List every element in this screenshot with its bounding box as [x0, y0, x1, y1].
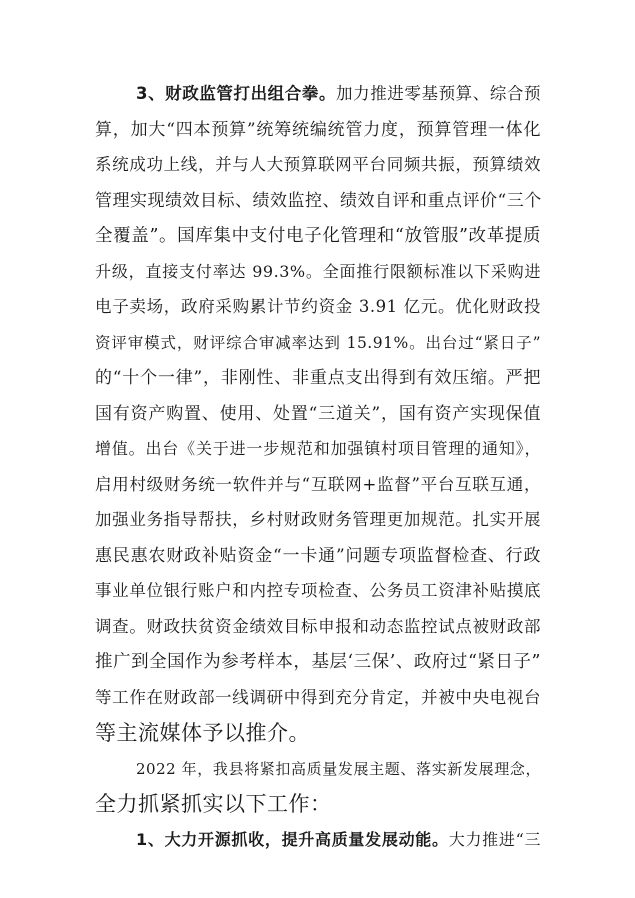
paragraph-1-line-15: 事业单位银行账户和内控专项检查、公务员工资津补贴摸底 — [95, 581, 541, 600]
paragraph-1-line-10: 国有资产购置、使用、处置“三道关”，国有资产实现保值 — [95, 403, 541, 424]
paragraph-1-line-1-text: 加力推进零基预算、综合预 — [336, 84, 542, 103]
section-heading-1: 1、大力开源抓收，提升高质量发展动能。 — [136, 829, 449, 849]
paragraph-1-line-14: 惠民惠农财政补贴资金“一卡通”问题专项监督检查、行政 — [95, 545, 541, 566]
paragraph-1-line-17: 推广到全国作为参考样本，基层‘三保’、政府过“紧日子” — [95, 652, 541, 672]
paragraph-1-line-3: 系统成功上线，并与人大预算联网平台同频共振，预算绩效 — [95, 155, 541, 174]
paragraph-1-line-2: 算，加大“四本预算”统筹统编统管力度，预算管理一体化 — [95, 119, 541, 140]
paragraph-2-line-1: 2022 年，我县将紧扣高质量发展主题、落实新发展理念， — [136, 759, 541, 778]
paragraph-1-line-19: 等主流媒体予以推介。 — [95, 721, 310, 745]
paragraph-1-line-5: 全覆盖”。国库集中支付电子化管理和“放管服”改革提质 — [95, 226, 541, 246]
paragraph-1-line-1 — [136, 77, 541, 111]
paragraph-2-line-2: 全力抓紧抓实以下工作： — [95, 792, 332, 816]
section-heading-3: 3、财政监管打出组合拳。 — [136, 84, 337, 103]
paragraph-1-line-4: 管理实现绩效目标、绩效监控、绩效自评和重点评价“三个 — [95, 190, 542, 211]
paragraph-1-line-11: 增值。出台《关于进一步规范和加强镇村项目管理的通知》， — [95, 439, 541, 458]
paragraph-1-line-13: 加强业务指导帮扶，乡村财政财务管理更加规范。扎实开展 — [95, 510, 541, 529]
paragraph-3-line-1-text: 大力推进“三 — [448, 829, 541, 849]
paragraph-1-line-8: 资评审模式，财评综合审减率达到 15.91%。出台过“紧日子” — [95, 333, 541, 352]
paragraph-3-line-1 — [136, 823, 541, 857]
paragraph-1-line-6: 升级，直接支付率达 99.3%。全面推行限额标准以下采购进 — [95, 261, 541, 281]
paragraph-1-line-9: 的“十个一律”，非刚性、非重点支出得到有效压缩。严把 — [95, 368, 541, 388]
paragraph-1-line-16: 调查。财政扶贫资金绩效目标申报和动态监控试点被财政部 — [95, 616, 541, 636]
paragraph-1-line-18: 等工作在财政部一线调研中得到充分肯定，并被中央电视台 — [95, 687, 541, 707]
paragraph-1-line-12: 启用村级财务统一软件并与“互联网+监督”平台互联互通， — [95, 474, 541, 494]
paragraph-1-line-7: 电子卖场，政府采购累计节约资金 3.91 亿元。优化财政投 — [95, 297, 541, 316]
